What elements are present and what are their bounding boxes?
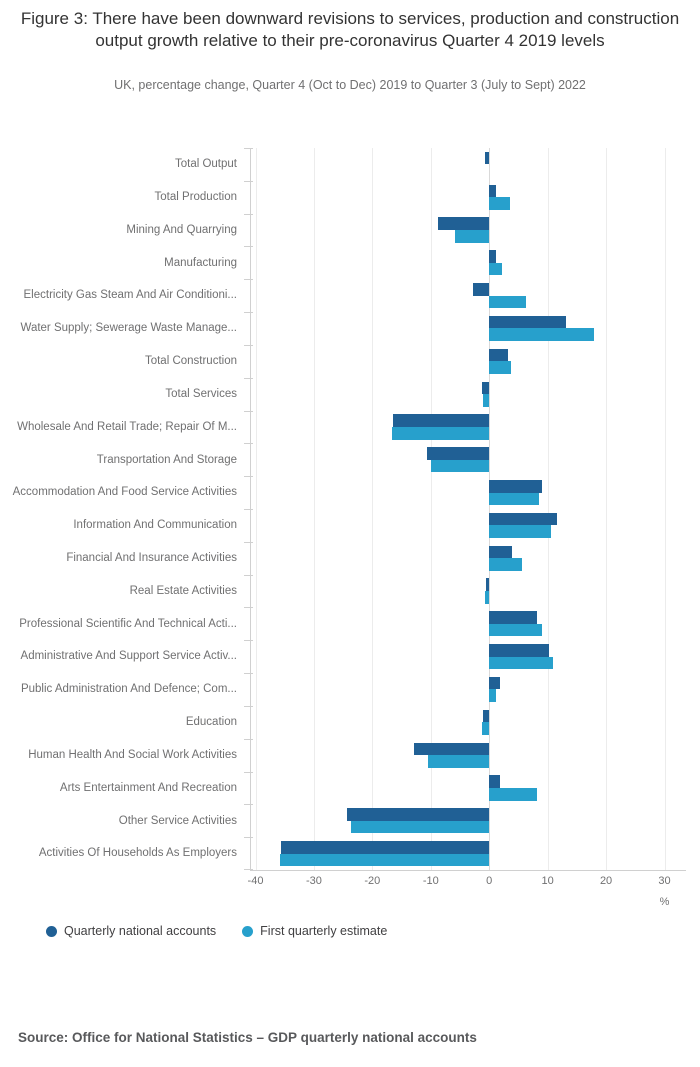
source-line: Source: Office for National Statistics – GDP quarterly national accounts [18,1030,477,1045]
bar-qna-3[interactable] [489,250,496,263]
legend-dot-quarterly-national-accounts [46,926,57,937]
bar-qna-13[interactable] [486,578,489,591]
y-axis-tick [244,246,253,247]
category-label-text: Professional Scientific And Technical Acti... [19,617,237,630]
bar-fqe-10[interactable] [489,493,539,506]
category-label [8,246,237,279]
y-axis-tick [244,804,253,805]
y-axis-tick [244,673,253,674]
y-axis-tick [244,148,253,149]
category-label-text: Total Construction [144,355,237,368]
category-label-text: Accommodation And Food Service Activities [12,486,237,499]
plot-area [247,148,690,928]
bar-qna-2[interactable] [438,217,489,230]
category-label-text: Information And Communication [73,519,237,532]
y-axis-tick [244,542,253,543]
bar-fqe-18[interactable] [428,755,489,768]
category-label-text: Activities Of Households As Employers [38,847,237,860]
y-axis-tick [244,345,253,346]
category-label-text: Administrative And Support Service Activ... [20,650,237,663]
bar-qna-7[interactable] [482,382,490,395]
x-tick-label-20: 20 [599,875,613,887]
category-label [8,673,237,706]
bar-qna-1[interactable] [489,185,496,198]
bar-fqe-17[interactable] [482,722,489,735]
y-axis-tick [244,575,253,576]
bar-qna-16[interactable] [489,677,500,690]
category-label [8,575,237,608]
category-label-text: Education [185,716,237,729]
gridline--20 [372,148,373,870]
bar-fqe-20[interactable] [351,821,489,834]
x-tick-label--40: -40 [247,875,264,887]
y-axis-tick [244,443,253,444]
x-axis-line [250,870,686,871]
y-axis-tick [244,411,253,412]
bar-qna-9[interactable] [427,447,489,460]
category-label [8,509,237,542]
bar-fqe-3[interactable] [489,263,502,276]
bar-fqe-1[interactable] [489,197,509,210]
bar-qna-18[interactable] [414,743,489,756]
y-axis-tick [244,837,253,838]
category-label [8,837,237,870]
bar-fqe-4[interactable] [489,296,526,309]
bar-qna-19[interactable] [489,775,500,788]
category-label [8,772,237,805]
category-label-text: Total Production [154,191,237,204]
category-label [8,607,237,640]
category-label-text: Mining And Quarrying [126,223,237,236]
bar-fqe-7[interactable] [483,394,489,407]
bar-fqe-19[interactable] [489,788,537,801]
x-tick-label--10: -10 [422,875,439,887]
category-label [8,148,237,181]
category-label-text: Wholesale And Retail Trade; Repair Of M... [17,420,237,433]
bar-qna-8[interactable] [393,414,489,427]
category-label-text: Financial And Insurance Activities [66,552,237,565]
category-label [8,411,237,444]
category-label-text: Human Health And Social Work Activities [28,748,237,761]
chart-subtitle: UK, percentage change, Quarter 4 (Oct to Dec) 2019 to Quarter 3 (July to Sept) 2022 [114,78,586,92]
gridline--30 [314,148,315,870]
legend-item-quarterly-national-accounts[interactable] [46,924,216,938]
category-label-text: Total Services [165,387,237,400]
bar-qna-5[interactable] [489,316,566,329]
y-axis-tick [244,640,253,641]
bar-qna-12[interactable] [489,546,512,559]
bar-qna-14[interactable] [489,611,537,624]
bar-fqe-13[interactable] [485,591,489,604]
category-label [8,378,237,411]
category-label-text: Electricity Gas Steam And Air Conditioni... [23,289,237,302]
category-label-text: Transportation And Storage [96,453,237,466]
bar-chart [0,148,700,928]
y-axis-tick [244,312,253,313]
category-label-text: Total Output [174,158,237,171]
legend [46,924,387,938]
bar-fqe-6[interactable] [489,361,511,374]
bar-fqe-15[interactable] [489,657,553,670]
category-label-text: Manufacturing [164,256,237,269]
x-tick-label--30: -30 [305,875,322,887]
bar-qna-15[interactable] [489,644,549,657]
category-labels [0,148,245,870]
gridline-10 [548,148,549,870]
category-label [8,804,237,837]
x-tick-label-10: 10 [541,875,554,887]
bar-fqe-14[interactable] [489,624,542,637]
gridline-30 [665,148,666,870]
bar-fqe-16[interactable] [489,689,495,702]
category-label [8,312,237,345]
category-label [8,706,237,739]
bar-qna-4[interactable] [473,283,489,296]
bar-fqe-11[interactable] [489,525,551,538]
legend-item-first-quarterly-estimate[interactable] [242,924,387,938]
x-tick-label--20: -20 [364,875,381,887]
category-label [8,542,237,575]
y-axis-tick [244,214,253,215]
bar-qna-21[interactable] [281,841,490,854]
y-axis-tick [244,706,253,707]
y-axis-tick [244,279,253,280]
legend-label: First quarterly estimate [260,924,388,938]
category-label [8,181,237,214]
y-axis-tick [244,772,253,773]
legend-dot-first-quarterly-estimate [242,926,253,937]
gridline-20 [606,148,607,870]
category-label-text: Water Supply; Sewerage Waste Manage... [20,322,237,335]
bar-qna-17[interactable] [483,710,489,723]
bar-qna-0[interactable] [485,152,490,165]
y-axis-tick [244,509,253,510]
x-axis-unit-label: % [659,896,670,908]
y-axis-tick [244,181,253,182]
x-tick-label-0: 0 [486,875,493,887]
legend-label: Quarterly national accounts [64,924,217,938]
category-label-text: Real Estate Activities [129,584,237,597]
category-label [8,443,237,476]
bar-fqe-8[interactable] [392,427,489,440]
y-axis-tick [244,476,253,477]
category-label [8,640,237,673]
y-axis-tick [244,739,253,740]
chart-title: Figure 3: There have been downward revisions to services, production and construction output growth relative to their pre-coronavirus Quarter 4 2019 levels [20,9,680,51]
bar-qna-20[interactable] [347,808,489,821]
bar-fqe-9[interactable] [431,460,489,473]
bar-fqe-5[interactable] [489,328,594,341]
bar-fqe-21[interactable] [280,854,489,867]
category-label [8,739,237,772]
y-axis-tick [244,607,253,608]
bar-qna-11[interactable] [489,513,557,526]
category-label-text: Public Administration And Defence; Com... [20,683,237,696]
category-label [8,214,237,247]
bar-qna-10[interactable] [489,480,542,493]
bar-fqe-12[interactable] [489,558,522,571]
bar-fqe-2[interactable] [455,230,489,243]
bar-qna-6[interactable] [489,349,508,362]
category-label [8,476,237,509]
gridline--40 [256,148,257,870]
category-label-text: Other Service Activities [118,814,237,827]
y-axis-tick [244,378,253,379]
category-label [8,279,237,312]
category-label [8,345,237,378]
x-tick-label-30: 30 [658,875,671,887]
category-label-text: Arts Entertainment And Recreation [59,781,237,794]
